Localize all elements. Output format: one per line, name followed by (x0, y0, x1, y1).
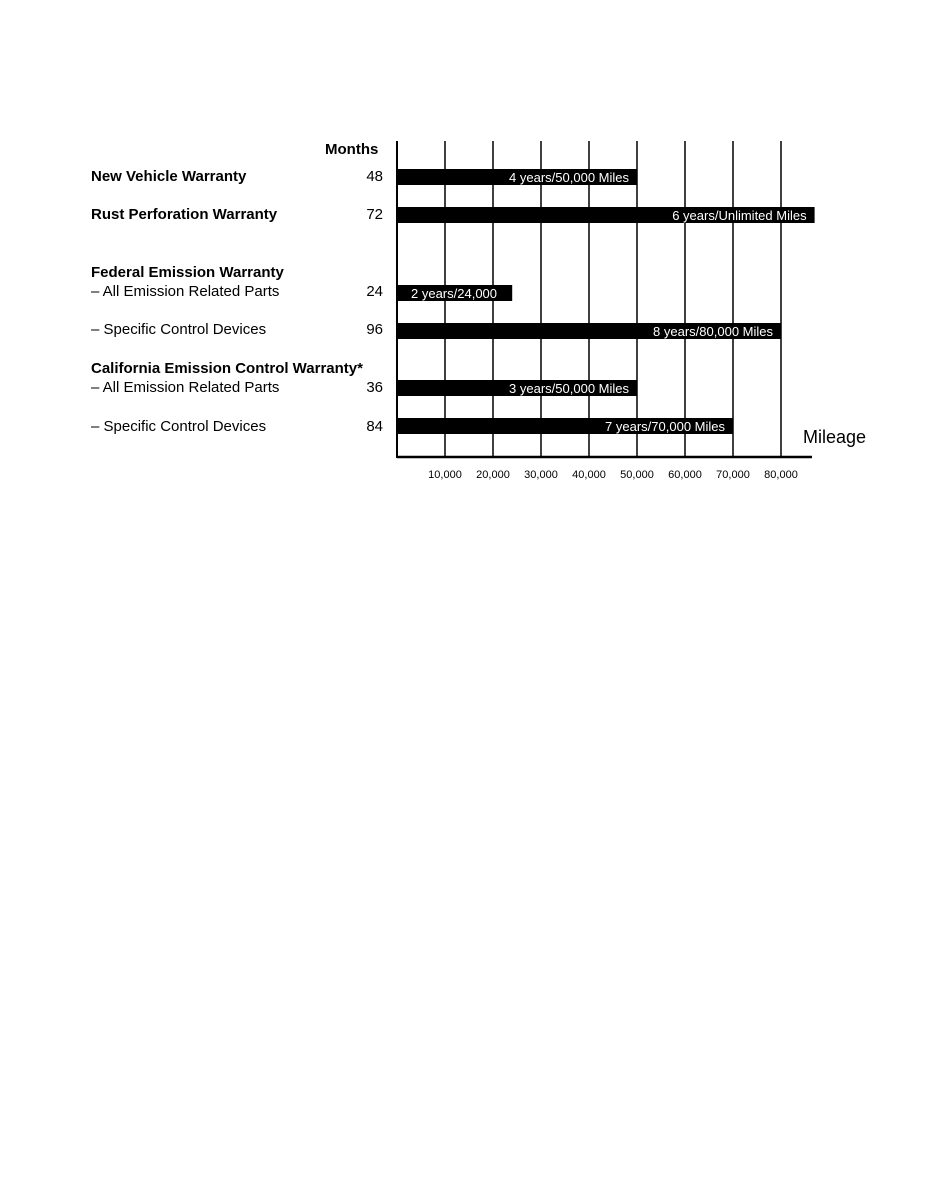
x-tick-label-80000: 80,000 (764, 469, 798, 481)
x-tick-labels (428, 469, 798, 481)
section-label-federal-emission: Federal Emission Warranty (91, 264, 284, 281)
row-label-federal-all-parts: – All Emission Related Parts (91, 283, 280, 300)
x-tick-label-70000: 70,000 (716, 469, 750, 481)
x-tick-label-30000: 30,000 (524, 469, 558, 481)
row-label-new-vehicle: New Vehicle Warranty (91, 168, 247, 185)
row-months-federal-control-devices: 96 (366, 321, 383, 338)
row-months-federal-all-parts: 24 (366, 283, 383, 300)
warranty-bar-chart (0, 0, 937, 520)
row-label-federal-control-devices: – Specific Control Devices (91, 321, 267, 338)
x-tick-label-50000: 50,000 (620, 469, 654, 481)
bars (397, 169, 815, 434)
row-months-rust-perforation: 72 (366, 206, 383, 223)
row-label-california-all-parts: – All Emission Related Parts (91, 379, 280, 396)
x-tick-label-40000: 40,000 (572, 469, 606, 481)
bar-label-2: 2 years/24,000 (411, 286, 498, 301)
bar-label-5: 7 years/70,000 Miles (605, 419, 725, 434)
x-axis-title: Mileage (803, 427, 867, 447)
bar-label-4: 3 years/50,000 Miles (509, 381, 629, 396)
row-months-california-control-devices: 84 (366, 418, 383, 435)
x-tick-label-60000: 60,000 (668, 469, 702, 481)
bar-label-1: 6 years/Unlimited Miles (672, 208, 807, 223)
row-months-california-all-parts: 36 (366, 379, 383, 396)
section-label-california-emission: California Emission Control Warranty* (91, 360, 363, 377)
row-label-rust-perforation: Rust Perforation Warranty (91, 206, 278, 223)
x-tick-label-10000: 10,000 (428, 469, 462, 481)
bar-label-0: 4 years/50,000 Miles (509, 170, 629, 185)
bar-label-3: 8 years/80,000 Miles (653, 324, 773, 339)
row-label-california-control-devices: – Specific Control Devices (91, 418, 267, 435)
months-header: Months (325, 141, 379, 158)
row-months-new-vehicle: 48 (366, 168, 383, 185)
x-tick-label-20000: 20,000 (476, 469, 510, 481)
